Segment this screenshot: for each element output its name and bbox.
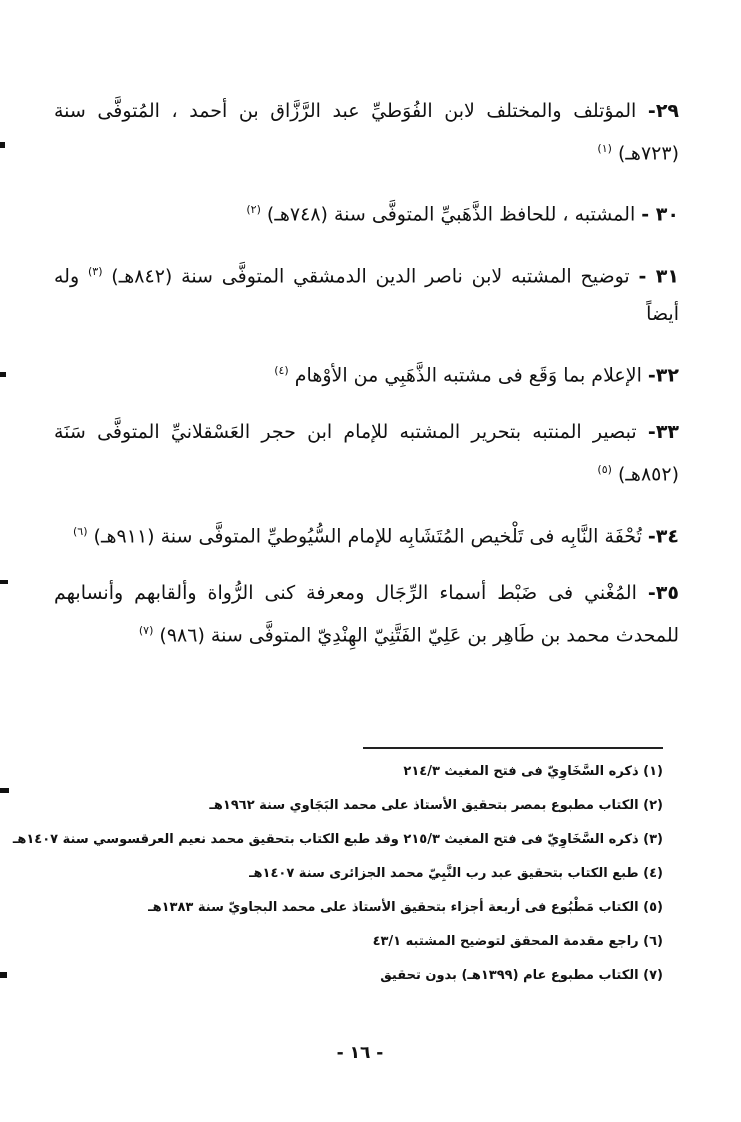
footnote: (٥) الكتاب مَطْبُوع فى أربعة أجزاء بتحقيق الأستاذ على محمد البجاويّ سنة ١٣٨٣هـ	[148, 900, 663, 915]
footnote: (١) ذكره السَّخَاوِيّ فى فتح المغيث ٢١٤/٣	[403, 764, 663, 779]
footnote-ref: (٣)	[87, 264, 103, 278]
list-item	[54, 352, 679, 394]
footnote: (٤) طبع الكتاب بتحقيق عبد رب النَّبِيّ محمد الجزائرى سنة ١٤٠٧هـ	[249, 866, 663, 881]
footnote: (٢) الكتاب مطبوع بمصر بتحقيق الأستاذ على محمد البَجَاوي سنة ١٩٦٢هـ	[209, 798, 663, 813]
entry-number: ٣٢-	[647, 364, 679, 387]
footnote-ref: (٥)	[597, 463, 612, 477]
entry-text: المؤتلف والمختلف لابن الفُوَطيِّ عبد الرَّزَّاق بن أحمد ، المُتوفَّى سنة (٧٢٣هـ)	[54, 100, 679, 165]
entry-number: ٣٤-	[647, 524, 679, 547]
entry-text: تبصير المنتبه بتحرير المشتبه للإمام ابن حجر العَسْقلانيِّ المتوفَّى سَنَة (٨٥٢هـ)	[54, 421, 679, 486]
footnote: (٣) ذكره السَّخَاوِيّ فى فتح المغيث ٢١٥/٣ وقد طبع الكتاب بتحقيق محمد نعيم العرقسوسي سنة ١٤٠٧هـ	[12, 832, 663, 847]
scan-mark	[0, 580, 8, 584]
scan-mark	[0, 972, 7, 978]
footnote-ref: (٦)	[72, 524, 88, 538]
entry-text: توضيح المشتبه لابن ناصر الدين الدمشقي المتوفَّى سنة (٨٤٢هـ)	[111, 264, 630, 287]
list-item	[54, 513, 679, 555]
footnote-ref: (٢)	[246, 203, 261, 217]
entry-number: ٢٩-	[647, 100, 680, 122]
scan-mark	[0, 142, 5, 148]
list-item	[54, 191, 679, 233]
entry-number: ٣١ -	[638, 264, 679, 287]
footnotes	[12, 762, 663, 1000]
list-item	[54, 574, 679, 654]
list-item	[54, 253, 679, 333]
entry-number: ٣٠ -	[641, 203, 679, 226]
entry-text: المُغْني فى ضَبْط أسماء الرِّجَال ومعرفة كنى الرُّواة وألقابهم وأنسابهم للمحدث محمد بن طَاهِر بن عَلِيّ الفَتَّنِيّ الهِنْدِيّ المتوفَّى سنة (٩٨٦)	[54, 581, 679, 647]
footnote-divider	[363, 747, 663, 749]
footnote-ref: (٧)	[138, 623, 154, 637]
entries-list	[54, 92, 679, 673]
list-item	[54, 413, 679, 493]
entry-number: ٣٥-	[647, 581, 679, 604]
footnote-ref: (١)	[597, 142, 612, 155]
footnote: (٧) الكتاب مطبوع عام (١٣٩٩هـ) بدون تحقيق	[380, 968, 663, 983]
scan-mark	[0, 372, 6, 377]
entry-text: الإعلام بما وَقَع فى مشتبه الذَّهَبِي من الأوْهام	[294, 364, 642, 387]
list-item	[54, 92, 679, 172]
entry-number: ٣٣-	[647, 421, 680, 444]
scan-mark	[0, 788, 9, 793]
footnote-ref: (٤)	[274, 363, 289, 377]
entry-text: المشتبه ، للحافظ الذَّهَبيِّ المتوفَّى سنة (٧٤٨هـ)	[266, 203, 636, 226]
entry-text: تُحْفَة النَّابِه فى تَلْخيص المُتَشَابِه للإمام السُّيُوطيِّ المتوفَّى سنة (٩١١هـ)	[93, 524, 642, 547]
footnote: (٦) راجع مقدمة المحقق لتوضيح المشتبه ٤٣/١	[372, 934, 663, 949]
page-number: - ١٦ -	[336, 1043, 384, 1063]
entry-tail: وله أيضاً	[54, 264, 679, 325]
